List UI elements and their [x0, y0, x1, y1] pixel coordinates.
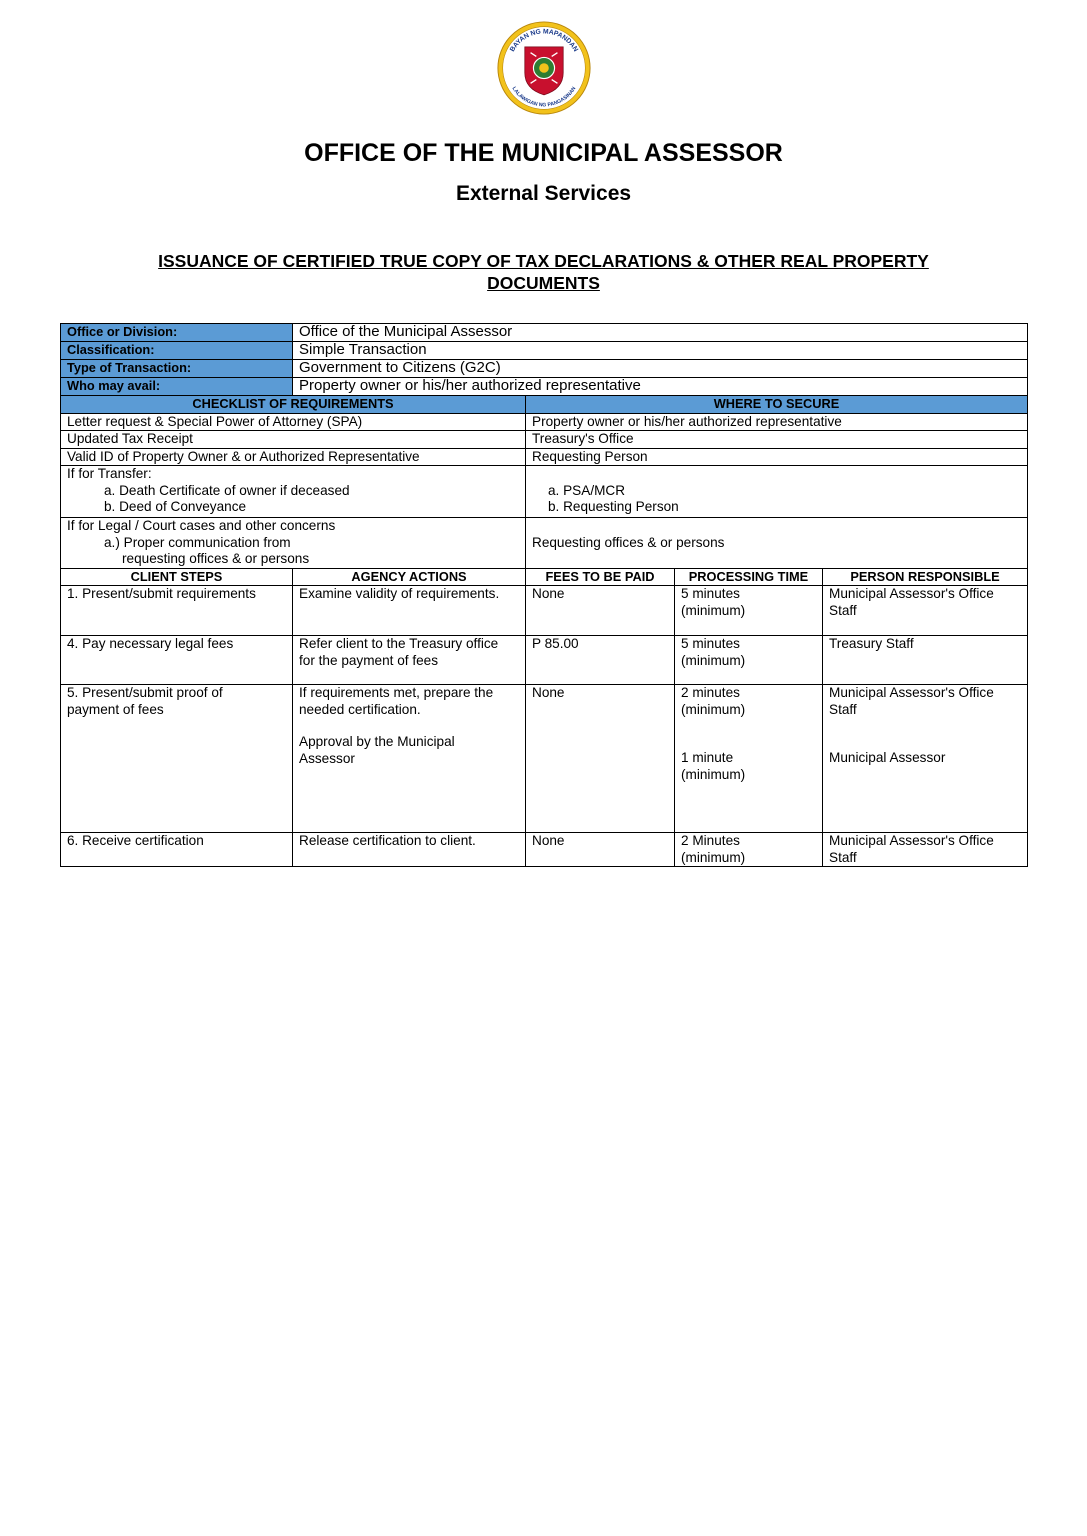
requirement-row [61, 431, 1028, 449]
time-note: (minimum) [681, 701, 746, 717]
info-row-type [61, 360, 1028, 378]
requirement-row-transfer [61, 466, 1028, 518]
seal-top-text: BAYAN NG MAPANDAN [508, 28, 580, 54]
time-note: (minimum) [681, 602, 746, 618]
time-value: 2 Minutes [681, 833, 740, 848]
requirement-item [61, 466, 526, 518]
service-table [60, 323, 1028, 867]
time-note: (minimum) [681, 766, 746, 782]
fee: None [526, 586, 675, 636]
legal-item: a.) Proper communication from [104, 534, 291, 550]
col-processing-time: PROCESSING TIME [675, 568, 823, 586]
service-title-line2: DOCUMENTS [487, 273, 600, 293]
transfer-heading: If for Transfer: [67, 466, 152, 481]
legal-item: requesting offices & or persons [122, 551, 310, 566]
seal-bottom-text: LALAWIGAN NG PANGASINAN [510, 85, 578, 109]
person-line: Municipal Assessor [829, 750, 946, 765]
time-value: 5 minutes [681, 586, 740, 601]
agency-action: Examine validity of requirements. [293, 586, 526, 636]
info-row-who [61, 378, 1028, 396]
person-line: Staff [829, 849, 857, 865]
info-row-classification [61, 342, 1028, 360]
agency-action: Release certification to client. [293, 833, 526, 867]
person-responsible: Treasury Staff [823, 636, 1028, 685]
client-line: payment of fees [67, 701, 164, 717]
requirement-row [61, 448, 1028, 466]
action-line: Approval by the Municipal [299, 734, 455, 749]
transfer-item: a. Death Certificate of owner if deceased [104, 482, 350, 498]
step-row [61, 685, 1028, 833]
processing-time [675, 636, 823, 685]
person-line: Municipal Assessor's Office [829, 833, 994, 848]
info-value: Property owner or his/her authorized representative [293, 378, 1028, 396]
info-value: Simple Transaction [293, 342, 1028, 360]
client-line: 5. Present/submit proof of [67, 685, 223, 700]
requirement-source [526, 466, 1028, 518]
client-step: 1. Present/submit requirements [61, 586, 293, 636]
service-title [0, 250, 1087, 294]
col-fees: FEES TO BE PAID [526, 568, 675, 586]
checklist-header: CHECKLIST OF REQUIREMENTS [61, 396, 526, 414]
legal-heading: If for Legal / Court cases and other concerns [67, 518, 336, 533]
person-line: Staff [829, 701, 857, 717]
action-line: Assessor [299, 750, 355, 766]
requirements-header-row [61, 396, 1028, 414]
requirement-row-legal [61, 518, 1028, 569]
requirement-item: Letter request & Special Power of Attorney (SPA) [61, 413, 526, 431]
info-value: Office of the Municipal Assessor [293, 324, 1028, 342]
action-line: If requirements met, prepare the [299, 685, 494, 700]
requirement-source: Requesting Person [526, 448, 1028, 466]
requirement-item: Valid ID of Property Owner & or Authorized Representative [61, 448, 526, 466]
client-step: 4. Pay necessary legal fees [61, 636, 293, 685]
action-line: for the payment of fees [299, 652, 439, 668]
office-title: OFFICE OF THE MUNICIPAL ASSESSOR [304, 139, 783, 167]
processing-time [675, 586, 823, 636]
info-row-office [61, 324, 1028, 342]
action-line: Refer client to the Treasury office [299, 636, 499, 651]
info-label: Type of Transaction: [61, 360, 293, 378]
col-agency-actions: AGENCY ACTIONS [293, 568, 526, 586]
fee: None [526, 833, 675, 867]
info-label: Classification: [61, 342, 293, 360]
time-note: (minimum) [681, 849, 746, 865]
agency-action [293, 636, 526, 685]
person-responsible [823, 586, 1028, 636]
person-line: Municipal Assessor's Office [829, 685, 994, 700]
transfer-source: b. Requesting Person [548, 499, 679, 514]
col-client-steps: CLIENT STEPS [61, 568, 293, 586]
step-row [61, 636, 1028, 685]
service-title-line1: ISSUANCE OF CERTIFIED TRUE COPY OF TAX DECLARATIONS & OTHER REAL PROPERTY [158, 251, 929, 271]
time-value: 2 minutes [681, 685, 740, 700]
transfer-item: b. Deed of Conveyance [104, 499, 247, 514]
requirement-item [61, 518, 526, 569]
requirement-source: Requesting offices & or persons [526, 518, 1028, 569]
step-row [61, 833, 1028, 867]
requirement-source: Property owner or his/her authorized representative [526, 413, 1028, 431]
transfer-source: a. PSA/MCR [548, 482, 626, 498]
step-row [61, 586, 1028, 636]
person-line: Staff [829, 602, 857, 618]
info-label: Office or Division: [61, 324, 293, 342]
person-responsible [823, 685, 1028, 833]
agency-action [293, 685, 526, 833]
page-subtitle: External Services [455, 182, 632, 205]
person-responsible [823, 833, 1028, 867]
fee: P 85.00 [526, 636, 675, 685]
fee: None [526, 685, 675, 833]
municipal-seal-logo [496, 20, 592, 116]
where-header: WHERE TO SECURE [526, 396, 1028, 414]
requirement-row [61, 413, 1028, 431]
client-step [61, 685, 293, 833]
time-note: (minimum) [681, 652, 746, 668]
steps-header-row [61, 568, 1028, 586]
requirement-source: Treasury's Office [526, 431, 1028, 449]
action-line: needed certification. [299, 701, 421, 717]
client-step: 6. Receive certification [61, 833, 293, 867]
info-value: Government to Citizens (G2C) [293, 360, 1028, 378]
processing-time [675, 833, 823, 867]
requirement-item: Updated Tax Receipt [61, 431, 526, 449]
info-label: Who may avail: [61, 378, 293, 396]
person-line: Municipal Assessor's Office [829, 586, 994, 601]
time-value: 1 minute [681, 750, 734, 765]
col-person-responsible: PERSON RESPONSIBLE [823, 568, 1028, 586]
time-value: 5 minutes [681, 636, 740, 651]
processing-time [675, 685, 823, 833]
